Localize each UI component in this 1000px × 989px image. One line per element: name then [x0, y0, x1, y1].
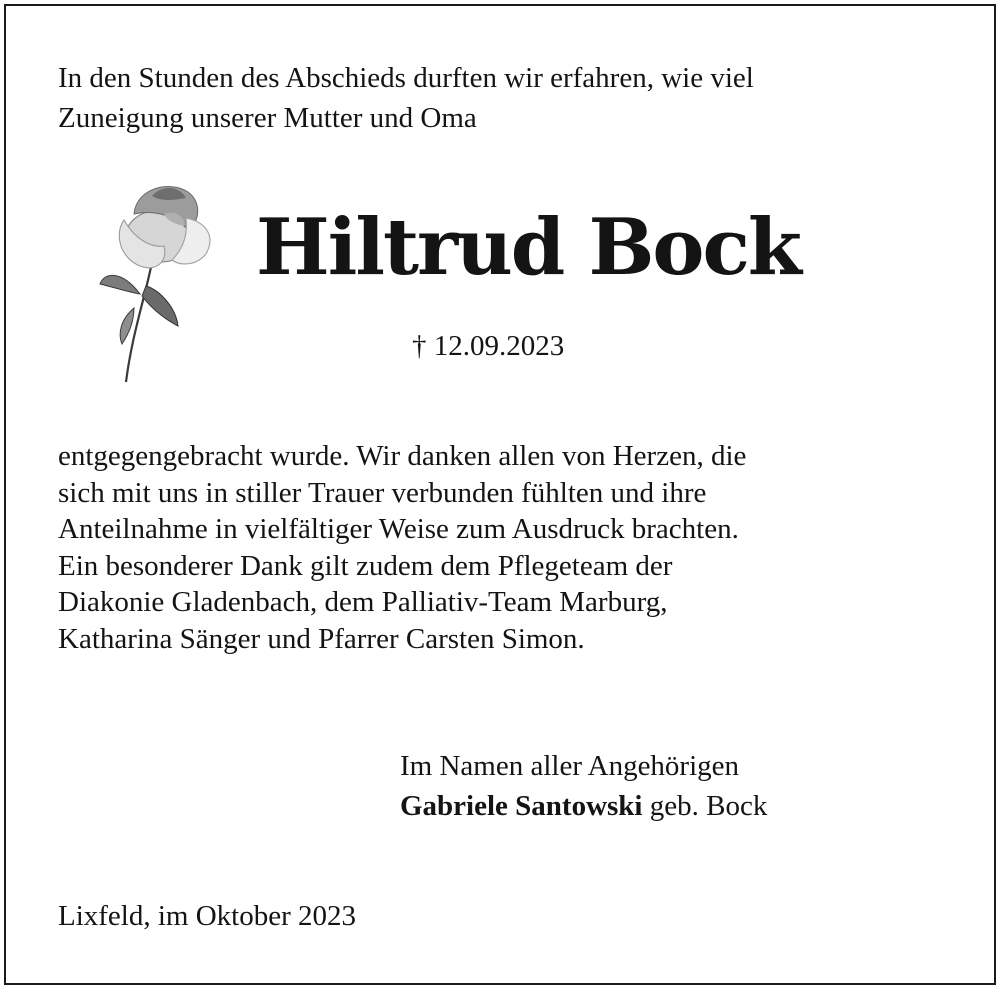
thanks-line: sich mit uns in stiller Trauer verbunden fühlten und ihre: [58, 476, 707, 509]
intro-line: Zuneigung unserer Mutter und Oma: [58, 102, 477, 134]
thanks-line: Ein besonderer Dank gilt zudem dem Pflegeteam der: [58, 549, 673, 582]
signature-line: Im Namen aller Angehörigen: [400, 750, 740, 782]
thanks-text: [58, 438, 958, 658]
intro-line: In den Stunden des Abschieds durften wir erfahren, wie viel: [58, 62, 754, 94]
death-date: † 12.09.2023: [412, 330, 565, 362]
signature-name: Gabriele Santowski: [400, 790, 643, 822]
thanks-line: entgegengebracht wurde. Wir danken allen von Herzen, die: [58, 440, 747, 472]
signature-name-line: [400, 786, 767, 826]
place-date: Lixfeld, im Oktober 2023: [58, 900, 357, 932]
deceased-name: Hiltrud Bock: [256, 202, 800, 293]
obituary-notice: [4, 4, 996, 985]
thanks-line: Anteilnahme in vielfältiger Weise zum Ausdruck brachten.: [58, 513, 739, 546]
intro-text: [58, 58, 938, 138]
thanks-line: Diakonie Gladenbach, dem Palliativ-Team Marburg,: [58, 586, 668, 619]
signature-block: [400, 746, 767, 826]
signature-name-suffix: geb. Bock: [642, 790, 768, 822]
thanks-line: Katharina Sänger und Pfarrer Carsten Simon.: [58, 622, 585, 655]
rose-icon: [94, 174, 234, 384]
